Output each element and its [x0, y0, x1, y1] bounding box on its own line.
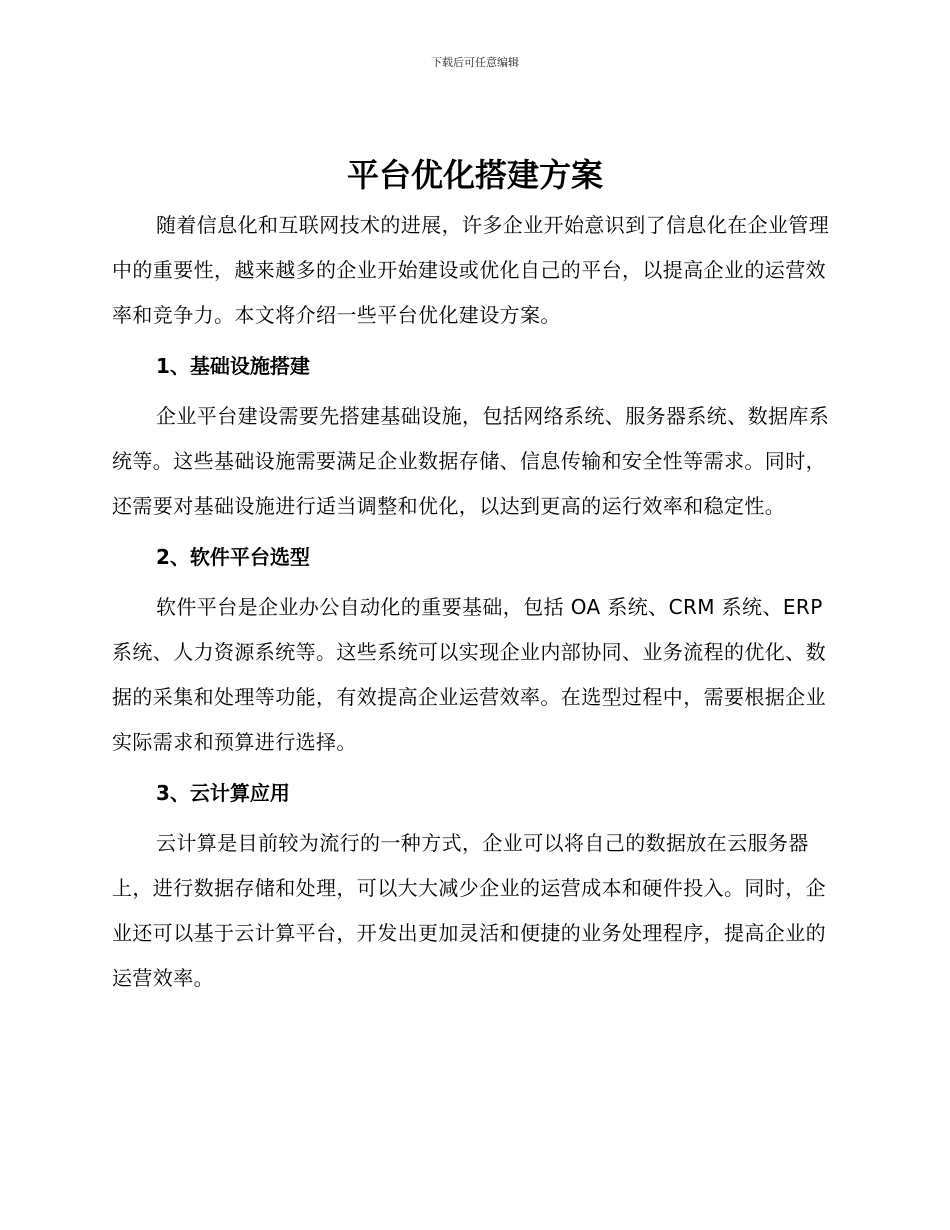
- section-heading-cloud-computing: 3、云计算应用: [156, 781, 290, 805]
- section-body-software-platform: 软件平台是企业办公自动化的重要基础，包括 OA 系统、CRM 系统、ERP 系统、人力资源系统等。这些系统可以实现企业内部协同、业务流程的优化、数据的采集和处理等功能，有效提高企业运营效率。在选型过程中，需要根据企业实际需求和预算进行选择。: [112, 595, 826, 754]
- section-body-cloud-computing: 云计算是目前较为流行的一种方式，企业可以将自己的数据放在云服务器上，进行数据存储和处理，可以大大减少企业的运营成本和硬件投入。同时，企业还可以基于云计算平台，开发出更加灵活和便捷的业务处理程序，提高企业的运营效率。: [112, 831, 826, 990]
- intro-paragraph: 随着信息化和互联网技术的进展，许多企业开始意识到了信息化在企业管理中的重要性，越来越多的企业开始建设或优化自己的平台，以提高企业的运营效率和竞争力。本文将介绍一些平台优化建设方案。: [112, 213, 830, 327]
- document-title: 平台优化搭建方案: [346, 156, 603, 194]
- section-heading-software-platform: 2、软件平台选型: [156, 545, 310, 569]
- document-body: [112, 203, 832, 1001]
- section-body-infrastructure: 企业平台建设需要先搭建基础设施，包括网络系统、服务器系统、数据库系统等。这些基础设施需要满足企业数据存储、信息传输和安全性等需求。同时，还需要对基础设施进行适当调整和优化，以达到更高的运行效率和稳定性。: [112, 404, 830, 518]
- page-header-note: 下载后可任意编辑: [431, 56, 519, 69]
- section-heading-infrastructure: 1、基础设施搭建: [156, 354, 310, 378]
